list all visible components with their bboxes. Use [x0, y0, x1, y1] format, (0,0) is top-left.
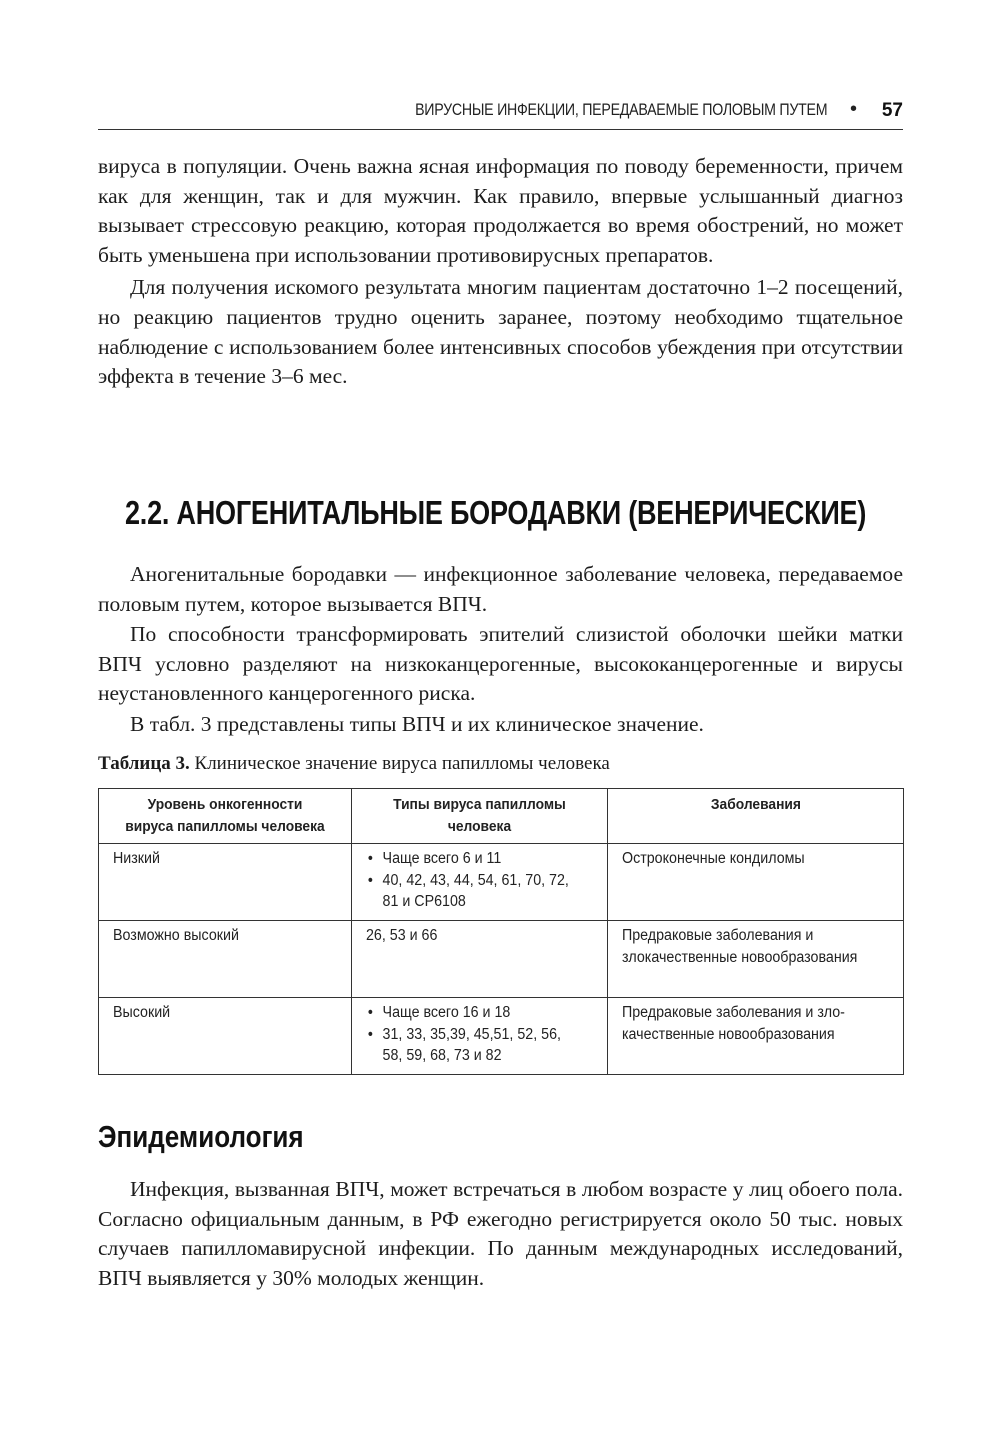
header-virus-types: Типы вируса папилломы человека	[352, 789, 608, 844]
list-item: • 31, 33, 35,39, 45,51, 52, 56, 58, 59, 68, 73 и 82	[366, 1024, 575, 1067]
section-paragraph-2: По способности трансформировать эпителий слизистой оболочки шейки матки ВПЧ условно разделяют на низкоканцерогенные, высококанцерогенные и вирусы неустановленного канцерогенного риска.	[98, 622, 903, 706]
hpv-table	[98, 788, 904, 1075]
table-header-row	[99, 789, 904, 844]
header-diseases: Заболевания	[608, 789, 904, 844]
cell-level: Низкий	[99, 844, 352, 921]
cell-types: 26, 53 и 66	[352, 921, 608, 998]
intro-text	[98, 152, 903, 392]
epidemiology-paragraph: Инфекция, вызванная ВПЧ, может встречаться в любом возрасте у лиц обоего пола. Согласно официальным данным, в РФ ежегодно регистрируется около 50 тыс. новых случаев папилломавирусной инфекции. По данным международных исследований, ВПЧ выявляется у 30% молодых женщин.	[98, 1177, 903, 1290]
section-text	[98, 560, 903, 740]
table-caption-text: Клиническое значение вируса папилломы человека	[189, 753, 610, 774]
table-row	[99, 998, 904, 1075]
cell-disease: Предраковые заболевания и злокачественные новообразования	[608, 998, 904, 1075]
cell-types	[352, 844, 608, 921]
section-title: 2.2. АНОГЕНИТАЛЬНЫЕ БОРОДАВКИ (ВЕНЕРИЧЕСКИЕ)	[125, 494, 867, 531]
section-paragraph-3: В табл. 3 представлены типы ВПЧ и их клиническое значение.	[130, 711, 704, 736]
list-item: • Чаще всего 6 и 11	[366, 848, 575, 870]
table-caption	[98, 753, 610, 775]
section-paragraph-1: Аногенитальные бородавки — инфекционное заболевание человека, передаваемое половым путем, которое вызывается ВПЧ.	[98, 562, 903, 616]
intro-paragraph-1: вируса в популяции. Очень важна ясная информация по поводу беременности, причем как для женщин, так и для мужчин. Как правило, впервые услышанный диагноз вызывает стрессовую реакцию, которая продолжается во время обострений, но может быть уменьшена при использовании противовирусных препаратов.	[98, 154, 903, 267]
types-list	[366, 1002, 575, 1067]
header-bullet-icon: •	[849, 98, 857, 120]
intro-paragraph-2: Для получения искомого результата многим пациентам достаточно 1–2 посещений, но реакцию пациентов трудно оценить заранее, поэтому необходимо тщательное наблюдение с использованием более интенсивных способов убеждения при отсутствии эффекта в течение 3–6 мес.	[98, 275, 903, 389]
table-row	[99, 921, 904, 998]
subsection-title: Эпидемиология	[98, 1119, 304, 1154]
epidemiology-text	[98, 1175, 903, 1293]
cell-types	[352, 998, 608, 1075]
running-header	[98, 97, 903, 130]
header-oncogenicity: Уровень онкогенности вируса папилломы человека	[99, 789, 352, 844]
cell-disease: Предраковые заболевания и злокачественные новообразования	[608, 921, 904, 998]
table-caption-label: Таблица 3.	[98, 753, 190, 774]
page-number: 57	[881, 100, 903, 121]
list-item: • 40, 42, 43, 44, 54, 61, 70, 72, 81 и CP6108	[366, 870, 575, 913]
table-row	[99, 844, 904, 921]
cell-disease: Остроконечные кондиломы	[608, 844, 904, 921]
list-item: • Чаще всего 16 и 18	[366, 1002, 575, 1024]
types-list	[366, 848, 575, 913]
cell-level: Высокий	[99, 998, 352, 1075]
running-title: ВИРУСНЫЕ ИНФЕКЦИИ, ПЕРЕДАВАЕМЫЕ ПОЛОВЫМ ПУТЕМ	[414, 101, 827, 119]
cell-level: Возможно высокий	[99, 921, 352, 998]
